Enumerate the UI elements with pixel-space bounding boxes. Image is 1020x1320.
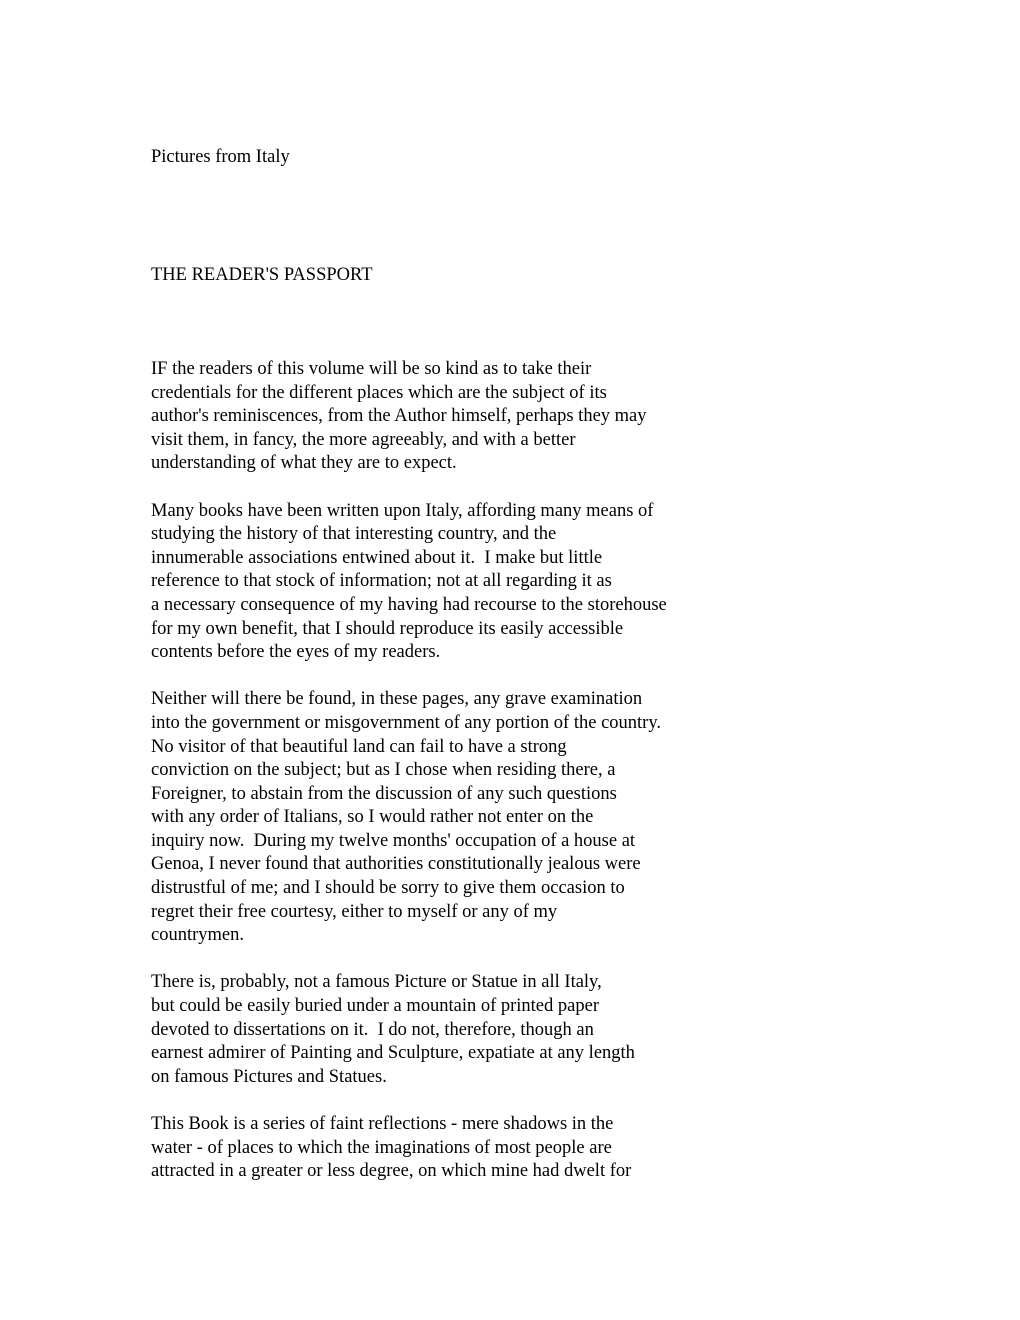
text-line: innumerable associations entwined about it. I make but little — [151, 547, 603, 568]
text-line: There is, probably, not a famous Picture or Statue in all Italy, — [151, 972, 602, 993]
text-line: regret their free courtesy, either to myself or any of my — [151, 901, 558, 922]
text-line: visit them, in fancy, the more agreeably, and with a better — [151, 429, 576, 450]
text-line: conviction on the subject; but as I chose when residing there, a — [151, 760, 616, 781]
text-line: studying the history of that interesting country, and the — [151, 524, 557, 545]
text-line: contents before the eyes of my readers. — [151, 642, 441, 663]
text-line: Genoa, I never found that authorities constitutionally jealous were — [151, 854, 641, 875]
text-line: attracted in a greater or less degree, on which mine had dwelt for — [151, 1161, 632, 1182]
text-line: countrymen. — [151, 925, 244, 946]
text-line: a necessary consequence of my having had recourse to the storehouse — [151, 594, 667, 615]
text-line: water - of places to which the imaginations of most people are — [151, 1137, 612, 1158]
paragraph — [151, 971, 667, 1089]
text-line: inquiry now. During my twelve months' occupation of a house at — [151, 830, 636, 851]
text-line: Foreigner, to abstain from the discussion of any such questions — [151, 783, 617, 804]
text-line: Neither will there be found, in these pages, any grave examination — [151, 689, 643, 710]
text-line: credentials for the different places which are the subject of its — [151, 382, 607, 403]
text-line: but could be easily buried under a mountain of printed paper — [151, 996, 599, 1017]
text-line: into the government or misgovernment of any portion of the country. — [151, 712, 662, 733]
paragraph — [151, 688, 667, 948]
text-line: This Book is a series of faint reflections - mere shadows in the — [151, 1114, 614, 1134]
paragraph — [151, 358, 667, 476]
document-body — [151, 358, 667, 1207]
text-line: earnest admirer of Painting and Sculpture, expatiate at any length — [151, 1043, 635, 1064]
text-line: devoted to dissertations on it. I do not, therefore, though an — [151, 1019, 594, 1040]
text-line: understanding of what they are to expect. — [151, 453, 457, 474]
text-line: reference to that stock of information; not at all regarding it as — [151, 571, 612, 592]
text-line: No visitor of that beautiful land can fail to have a strong — [151, 736, 567, 757]
paragraph — [151, 500, 667, 665]
text-line: for my own benefit, that I should reproduce its easily accessible — [151, 618, 624, 639]
text-line: distrustful of me; and I should be sorry to give them occasion to — [151, 878, 625, 899]
text-line: with any order of Italians, so I would rather not enter on the — [151, 807, 594, 828]
text-line: author's reminiscences, from the Author himself, perhaps they may — [151, 406, 647, 427]
section-heading: THE READER'S PASSPORT — [151, 265, 373, 285]
document-title: Pictures from Italy — [151, 147, 290, 167]
text-line: Many books have been written upon Italy, affording many means of — [151, 500, 654, 521]
paragraph — [151, 1113, 667, 1184]
text-line: IF the readers of this volume will be so kind as to take their — [151, 359, 592, 379]
text-line: on famous Pictures and Statues. — [151, 1066, 387, 1087]
